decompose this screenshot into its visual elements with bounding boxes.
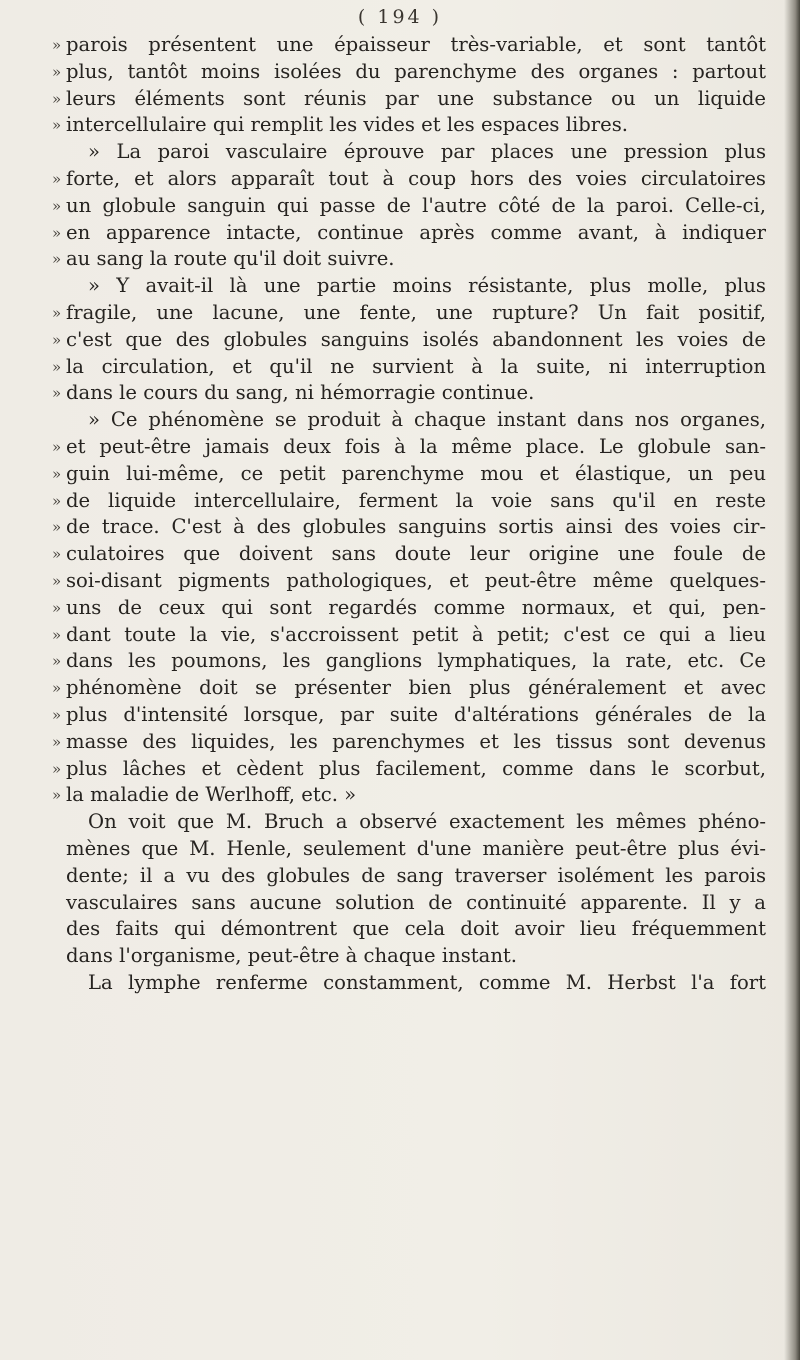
text-line <box>52 300 766 327</box>
quote-mark: » <box>52 330 62 349</box>
quote-mark: » <box>52 625 62 644</box>
text-line <box>66 273 766 300</box>
quote-mark: » <box>52 250 62 269</box>
quote-mark: » <box>52 384 62 403</box>
text-line-content: soi-disant pigments pathologiques, et peut-être même quelques- <box>66 568 766 592</box>
text-line <box>66 863 766 890</box>
text-line <box>52 59 766 86</box>
quote-mark: » <box>52 571 62 590</box>
quote-mark: » <box>52 705 62 724</box>
text-line-content: forte, et alors apparaît tout à coup hors des voies circulatoires <box>66 166 766 190</box>
quote-mark: » <box>52 36 62 54</box>
text-line <box>52 622 766 649</box>
text-line-content: culatoires que doivent sans doute leur origine une foule de <box>66 542 766 566</box>
text-line-content: phénomène doit se présenter bien plus généralement et avec <box>66 676 766 700</box>
text-line <box>66 836 766 863</box>
text-line-content: dans l'organisme, peut-être à chaque instant. <box>66 944 518 968</box>
quote-mark: » <box>52 437 62 456</box>
text-line-content: c'est que des globules sanguins isolés abandonnent les voies de <box>66 327 766 351</box>
text-line-content: uns de ceux qui sont regardés comme normaux, et qui, pen- <box>66 595 766 619</box>
text-line <box>52 461 766 488</box>
text-line-content: et peut-être jamais deux fois à la même place. Le globule san- <box>66 434 766 458</box>
text-line-content: plus lâches et cèdent plus facilement, comme dans le scorbut, <box>66 756 766 780</box>
text-line <box>66 809 766 836</box>
body-text <box>52 32 766 997</box>
text-line-content: dans les poumons, les ganglions lymphatiques, la rate, etc. Ce <box>66 649 766 673</box>
quote-mark: » <box>52 464 62 483</box>
quote-mark: » <box>52 732 62 751</box>
quote-mark: » <box>52 196 62 215</box>
text-line-content: de trace. C'est à des globules sanguins sortis ainsi des voies cir- <box>66 515 766 539</box>
text-line <box>52 327 766 354</box>
text-line <box>52 729 766 756</box>
text-line <box>52 193 766 220</box>
text-line-content: dente; il a vu des globules de sang traverser isolément les parois <box>66 863 766 887</box>
text-line-content: des faits qui démontrent que cela doit avoir lieu fréquemment <box>66 917 766 941</box>
text-line <box>52 220 766 247</box>
quote-mark: » <box>52 62 62 81</box>
page-edge-shadow <box>784 0 800 1360</box>
text-line-content: en apparence intacte, continue après comme avant, à indiquer <box>66 220 766 244</box>
text-line-content: » Ce phénomène se produit à chaque instant dans nos organes, <box>88 408 766 432</box>
text-line <box>66 890 766 917</box>
text-line <box>52 648 766 675</box>
quote-mark: » <box>52 357 62 376</box>
text-line-content: On voit que M. Bruch a observé exactement les mêmes phéno- <box>88 810 766 834</box>
page-number: ( 194 ) <box>357 6 443 28</box>
quote-mark: » <box>52 652 62 671</box>
text-line <box>52 32 766 59</box>
text-line <box>52 380 766 407</box>
quote-mark: » <box>52 759 62 778</box>
text-line-content: fragile, une lacune, une fente, une rupture? Un fait positif, <box>66 300 766 324</box>
text-line-content: la circulation, et qu'il ne survient à la suite, ni interruption <box>66 354 766 378</box>
text-line <box>52 246 766 273</box>
quote-mark: » <box>52 679 62 698</box>
quote-mark: » <box>52 223 62 242</box>
text-line-content: plus d'intensité lorsque, par suite d'altérations générales de la <box>66 702 766 726</box>
text-line <box>52 782 766 809</box>
text-line-content: leurs éléments sont réunis par une substance ou un liquide <box>66 86 766 110</box>
text-line <box>66 916 766 943</box>
text-line-content: vasculaires sans aucune solution de continuité apparente. Il y a <box>66 890 766 914</box>
text-line-content: au sang la route qu'il doit suivre. <box>66 247 395 271</box>
text-line <box>52 514 766 541</box>
text-line-content: mènes que M. Henle, seulement d'une manière peut-être plus évi- <box>66 836 766 860</box>
text-line <box>52 702 766 729</box>
text-line <box>52 86 766 113</box>
quote-mark: » <box>52 303 62 322</box>
text-line-content: un globule sanguin qui passe de l'autre côté de la paroi. Celle-ci, <box>66 193 766 217</box>
text-line-content: La lymphe renferme constamment, comme M. Herbst l'a fort <box>88 970 766 994</box>
text-line <box>66 139 766 166</box>
text-line <box>52 675 766 702</box>
text-line-content: parois présentent une épaisseur très-variable, et sont tantôt <box>66 33 766 56</box>
text-line <box>52 756 766 783</box>
text-line-content: dans le cours du sang, ni hémorragie continue. <box>66 381 535 405</box>
text-line <box>66 943 766 970</box>
text-line <box>52 595 766 622</box>
quote-mark: » <box>52 518 62 537</box>
text-line <box>52 354 766 381</box>
text-line <box>52 434 766 461</box>
text-line-content: la maladie de Werlhoff, etc. » <box>66 783 357 807</box>
text-line <box>66 407 766 434</box>
quote-mark: » <box>52 491 62 510</box>
text-line <box>52 488 766 515</box>
text-line <box>52 166 766 193</box>
text-line <box>52 112 766 139</box>
text-line-content: de liquide intercellulaire, ferment la voie sans qu'il en reste <box>66 488 766 512</box>
text-line-content: intercellulaire qui remplit les vides et les espaces libres. <box>66 113 629 137</box>
text-line-content: » La paroi vasculaire éprouve par places une pression plus <box>88 140 766 164</box>
quote-mark: » <box>52 786 62 805</box>
text-line-content: plus, tantôt moins isolées du parenchyme des organes : partout <box>66 59 766 83</box>
quote-mark: » <box>52 598 62 617</box>
quote-mark: » <box>52 169 62 188</box>
text-line-content: guin lui-même, ce petit parenchyme mou et élastique, un peu <box>66 461 766 485</box>
quote-mark: » <box>52 89 62 108</box>
quote-mark: » <box>52 116 62 135</box>
text-line-content: masse des liquides, les parenchymes et les tissus sont devenus <box>66 729 766 753</box>
text-line <box>66 970 766 997</box>
text-line <box>52 541 766 568</box>
text-line-content: dant toute la vie, s'accroissent petit à petit; c'est ce qui a lieu <box>66 622 766 646</box>
text-line <box>52 568 766 595</box>
text-line-content: » Y avait-il là une partie moins résistante, plus molle, plus <box>88 274 766 298</box>
quote-mark: » <box>52 545 62 564</box>
